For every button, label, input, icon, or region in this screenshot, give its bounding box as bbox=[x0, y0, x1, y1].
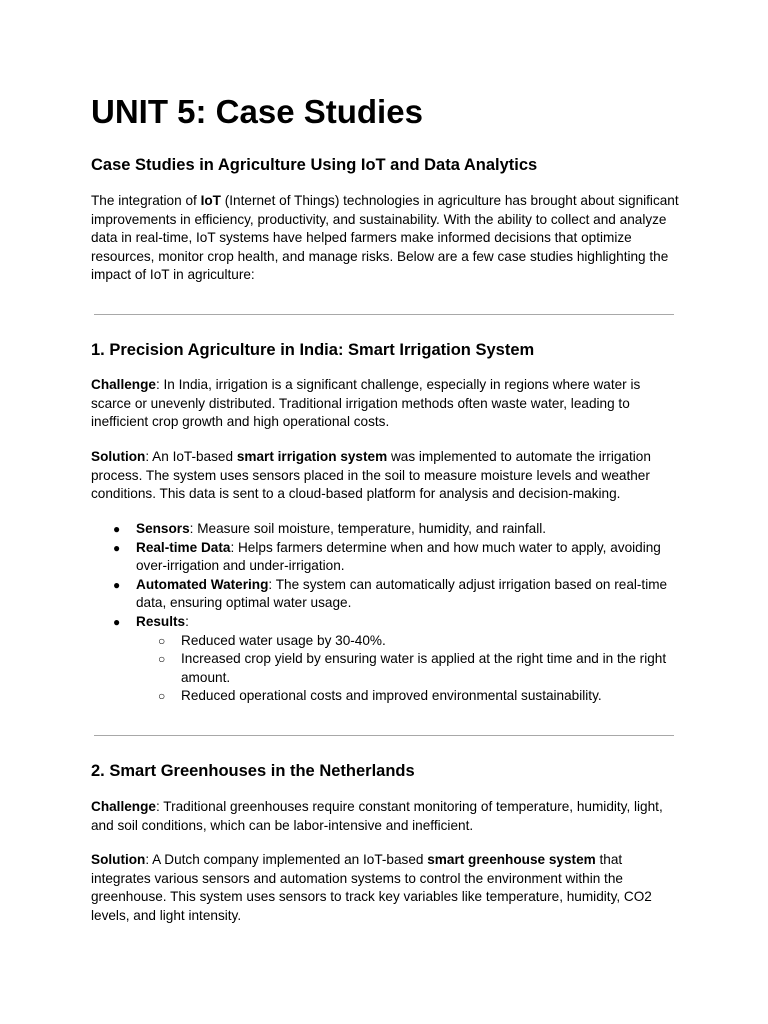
section1-solution bbox=[91, 448, 681, 504]
bullet-label: Automated Watering bbox=[136, 576, 269, 592]
divider-1 bbox=[94, 314, 674, 315]
section1-bullet-list bbox=[91, 520, 681, 706]
section1-heading: 1. Precision Agriculture in India: Smart Irrigation System bbox=[91, 341, 535, 359]
result-text: Reduced operational costs and improved environmental sustainability. bbox=[181, 688, 602, 704]
section2-solution-text-1: : A Dutch company implemented an IoT-based bbox=[145, 852, 428, 867]
list-item bbox=[136, 632, 681, 651]
list-item bbox=[136, 687, 681, 706]
bullet-label: Results bbox=[136, 613, 186, 629]
sub-bullet-icon: ○ bbox=[158, 633, 166, 648]
bullet-icon: ● bbox=[113, 577, 121, 592]
section1-solution-text-1: : An IoT-based bbox=[145, 449, 237, 464]
list-item bbox=[136, 650, 681, 687]
section2-solution-text-2: that integrates various sensors and automation systems to control the environment within the greenhouse. This system uses sensors to track key variables like temperature, humidity, CO2 levels, and light intensity. bbox=[91, 852, 652, 923]
bullet-text: : bbox=[185, 613, 189, 629]
section1-solution-bold: smart irrigation system bbox=[236, 449, 388, 464]
intro-text-2: (Internet of Things) technologies in agriculture has brought about significant improvements in efficiency, productivity, and sustainability. With the ability to collect and analyze data in real-time, IoT systems have helped farmers make informed decisions that optimize resources, monitor crop health, and manage risks. Below are a few case studies highlighting the impact of IoT in agriculture: bbox=[91, 193, 679, 283]
bullet-label: Sensors bbox=[136, 521, 190, 536]
result-text: Increased crop yield by ensuring water is applied at the right time and in the right amount. bbox=[181, 651, 667, 685]
list-item bbox=[91, 539, 681, 576]
section2-challenge-label: Challenge bbox=[91, 799, 156, 814]
sub-bullet-icon: ○ bbox=[158, 652, 166, 667]
list-item bbox=[91, 576, 681, 613]
section1-solution-text-2: was implemented to automate the irrigation process. The system uses sensors placed in the soil to measure moisture levels and weather conditions. This data is sent to a cloud-based platform for analysis and decision-making. bbox=[91, 449, 651, 502]
intro-text-1: The integration of bbox=[91, 193, 201, 208]
section2-challenge-text: : Traditional greenhouses require constant monitoring of temperature, humidity, light, and soil conditions, which can be labor-intensive and inefficient. bbox=[91, 799, 663, 833]
section1-solution-label: Solution bbox=[91, 449, 146, 464]
results-sub-list bbox=[136, 632, 681, 706]
section2-challenge bbox=[91, 798, 681, 835]
section2-solution-bold: smart greenhouse system bbox=[427, 852, 596, 867]
bullet-text: : The system can automatically adjust irrigation based on real-time data, ensuring optimal water usage. bbox=[136, 576, 668, 611]
bullet-icon: ● bbox=[113, 614, 121, 629]
divider-2 bbox=[94, 735, 674, 736]
section2-solution-label: Solution bbox=[91, 852, 146, 867]
bullet-text: : Measure soil moisture, temperature, humidity, and rainfall. bbox=[189, 521, 547, 536]
bullet-icon: ● bbox=[113, 540, 121, 555]
bullet-icon: ● bbox=[113, 522, 121, 536]
section2-solution bbox=[91, 851, 681, 925]
list-item bbox=[91, 613, 681, 706]
bullet-text: : Helps farmers determine when and how much water to apply, avoiding over-irrigation and under-irrigation. bbox=[136, 539, 661, 574]
sub-bullet-icon: ○ bbox=[158, 689, 166, 704]
page-subtitle: Case Studies in Agriculture Using IoT and Data Analytics bbox=[91, 156, 538, 174]
section1-challenge bbox=[91, 376, 681, 432]
section1-challenge-label: Challenge bbox=[91, 377, 156, 392]
list-item bbox=[91, 520, 681, 539]
bullet-label: Real-time Data bbox=[136, 539, 231, 555]
intro-bold-iot: IoT bbox=[200, 193, 221, 208]
intro-paragraph bbox=[91, 192, 681, 285]
page-title: UNIT 5: Case Studies bbox=[91, 93, 423, 130]
section1-challenge-text: : In India, irrigation is a significant challenge, especially in regions where water is scarce or unevenly distributed. Traditional irrigation methods often waste water, leading to inefficient crop growth and high operational costs. bbox=[91, 377, 641, 430]
section2-heading: 2. Smart Greenhouses in the Netherlands bbox=[91, 762, 415, 780]
result-text: Reduced water usage by 30-40%. bbox=[181, 632, 386, 648]
